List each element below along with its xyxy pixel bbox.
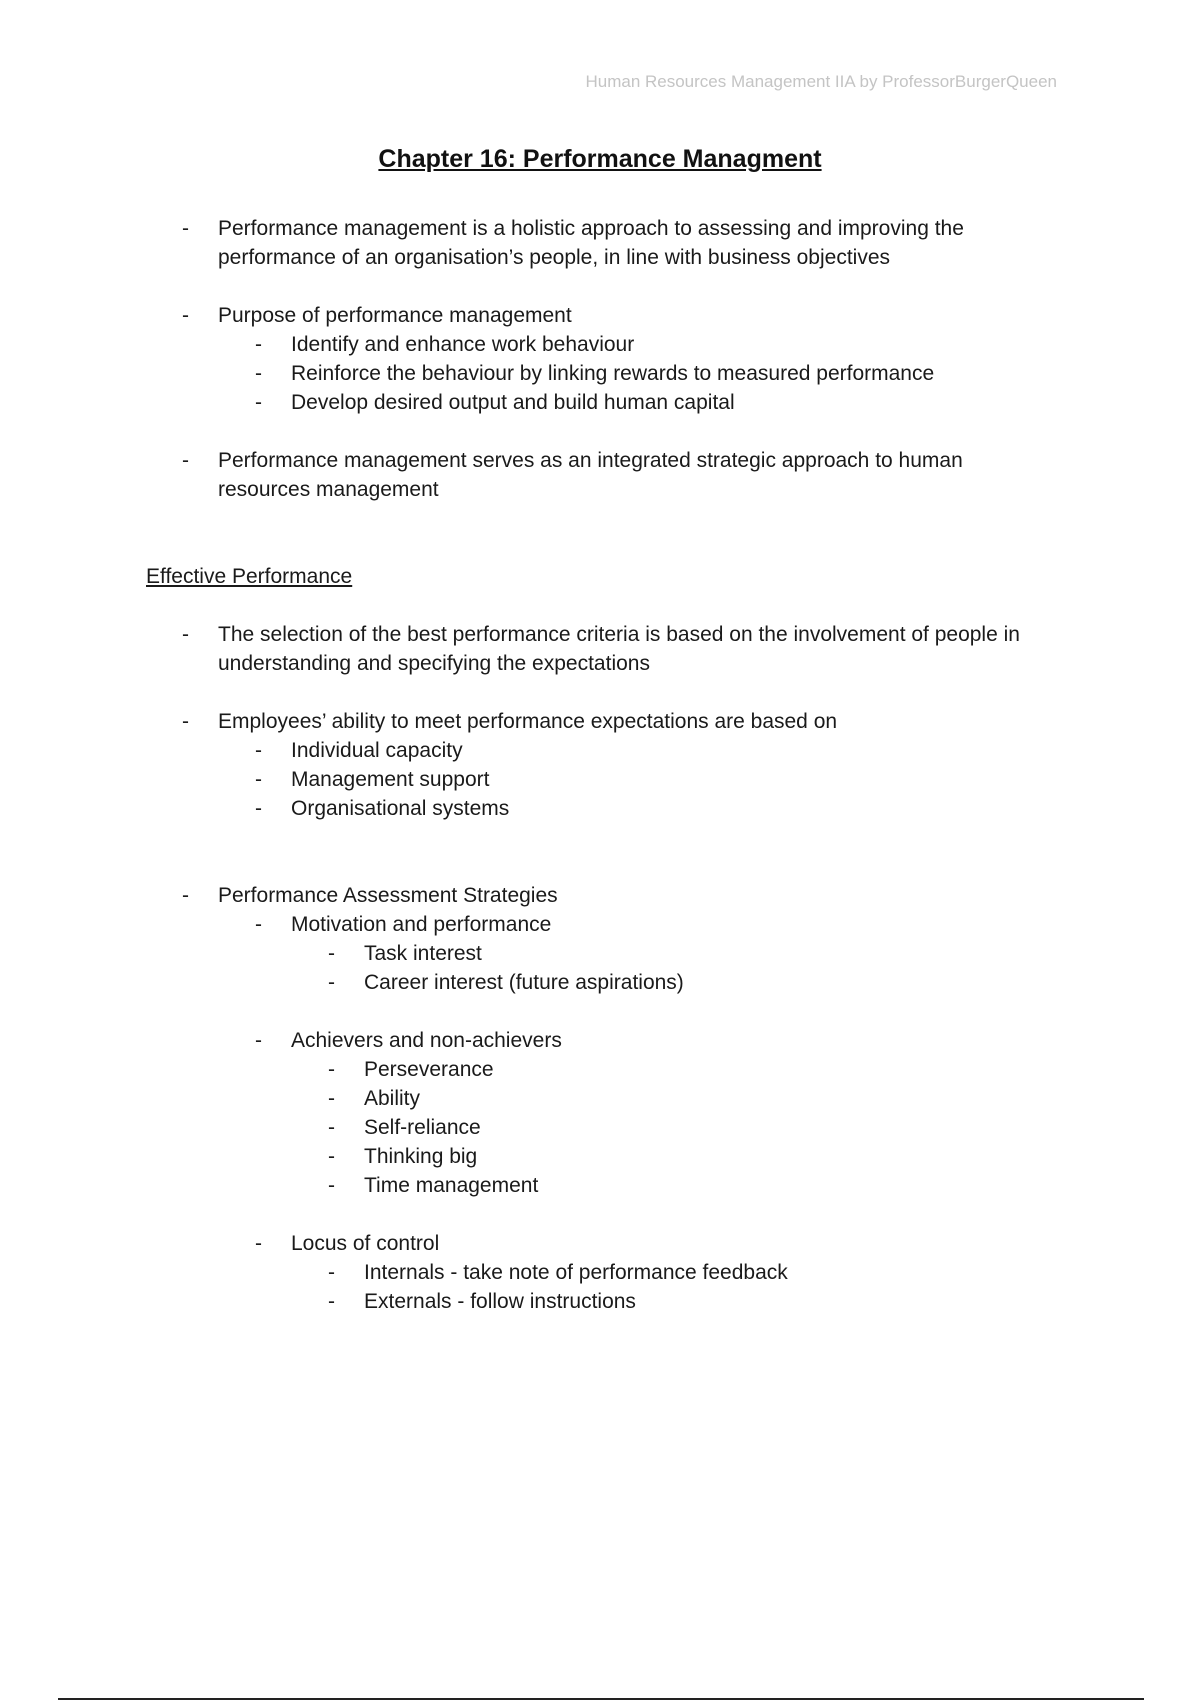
list-item-text: Self-reliance (364, 1116, 481, 1139)
header-note: Human Resources Management IIA by ProfessorBurgerQueen (585, 72, 1057, 91)
list-item (0, 1026, 1051, 1055)
bullet-dash: - (255, 362, 262, 385)
list-item (0, 765, 1051, 794)
list-item-text: Develop desired output and build human capital (291, 391, 735, 414)
list-item (0, 1229, 1051, 1258)
list-item-text: Reinforce the behaviour by linking rewards to measured performance (291, 362, 935, 385)
bullet-dash: - (182, 304, 189, 327)
list-item (0, 301, 1058, 330)
bullet-dash: - (255, 1232, 262, 1255)
bullet-dash: - (328, 1087, 335, 1110)
list-item (0, 1113, 1064, 1142)
list-item (0, 214, 1058, 272)
list-item (0, 1258, 1064, 1287)
section-heading: Effective Performance (146, 565, 353, 588)
list-item (0, 388, 1051, 417)
bullet-dash: - (182, 217, 189, 240)
bullet-dash: - (328, 1174, 335, 1197)
bullet-dash: - (255, 1029, 262, 1052)
bullet-dash: - (255, 768, 262, 791)
list-item-text: Career interest (future aspirations) (364, 971, 684, 994)
list-item (0, 620, 1058, 678)
list-item-text: Externals - follow instructions (364, 1290, 636, 1313)
bullet-dash: - (255, 391, 262, 414)
list-item-text: Perseverance (364, 1058, 494, 1081)
list-item (0, 794, 1051, 823)
list-item-text: Performance management is a holistic approach to assessing and improving the performance of an organisation’s people, in line with business objectives (218, 217, 964, 269)
list-item-text: Individual capacity (291, 739, 463, 762)
list-item-text: Performance Assessment Strategies (218, 884, 558, 907)
bullet-dash: - (328, 971, 335, 994)
bullet-dash: - (328, 1261, 335, 1284)
list-item (0, 1171, 1064, 1200)
bullet-dash: - (328, 1145, 335, 1168)
bullet-dash: - (255, 739, 262, 762)
list-item (0, 707, 1058, 736)
list-item (0, 939, 1064, 968)
bullet-dash: - (328, 1290, 335, 1313)
list-item-text: Ability (364, 1087, 421, 1110)
list-item (0, 881, 1058, 910)
list-item-text: Management support (291, 768, 490, 791)
bullet-dash: - (182, 449, 189, 472)
list-item-text: Performance management serves as an integrated strategic approach to human resources management (218, 449, 963, 501)
list-item (0, 736, 1051, 765)
list-item-text: Locus of control (291, 1232, 440, 1255)
list-item (0, 359, 1051, 388)
list-item (0, 1142, 1064, 1171)
list-item (0, 910, 1051, 939)
list-item (0, 1055, 1064, 1084)
list-item-text: Identify and enhance work behaviour (291, 333, 635, 356)
document-body (0, 214, 1200, 1316)
list-item-text: Thinking big (364, 1145, 478, 1168)
list-item-text: Internals - take note of performance feedback (364, 1261, 788, 1284)
bullet-dash: - (255, 913, 262, 936)
bullet-dash: - (182, 884, 189, 907)
bullet-dash: - (255, 797, 262, 820)
list-item-text: Task interest (364, 942, 482, 965)
list-item-text: Time management (364, 1174, 539, 1197)
bullet-dash: - (328, 1058, 335, 1081)
list-item (0, 1287, 1064, 1316)
bullet-dash: - (328, 942, 335, 965)
bullet-dash: - (328, 1116, 335, 1139)
list-item (0, 446, 1058, 504)
page-title: Chapter 16: Performance Managment (378, 145, 822, 173)
list-item-text: Achievers and non-achievers (291, 1029, 562, 1052)
list-item (0, 330, 1051, 359)
list-item-text: Purpose of performance management (218, 304, 572, 327)
list-item (0, 968, 1064, 997)
list-item-text: Motivation and performance (291, 913, 552, 936)
bullet-dash: - (255, 333, 262, 356)
bullet-dash: - (182, 623, 189, 646)
bullet-dash: - (182, 710, 189, 733)
list-item-text: The selection of the best performance criteria is based on the involvement of people in understanding and specifying the expectations (218, 623, 1020, 675)
list-item (0, 1084, 1064, 1113)
list-item-text: Organisational systems (291, 797, 510, 820)
list-item-text: Employees’ ability to meet performance expectations are based on (218, 710, 838, 733)
